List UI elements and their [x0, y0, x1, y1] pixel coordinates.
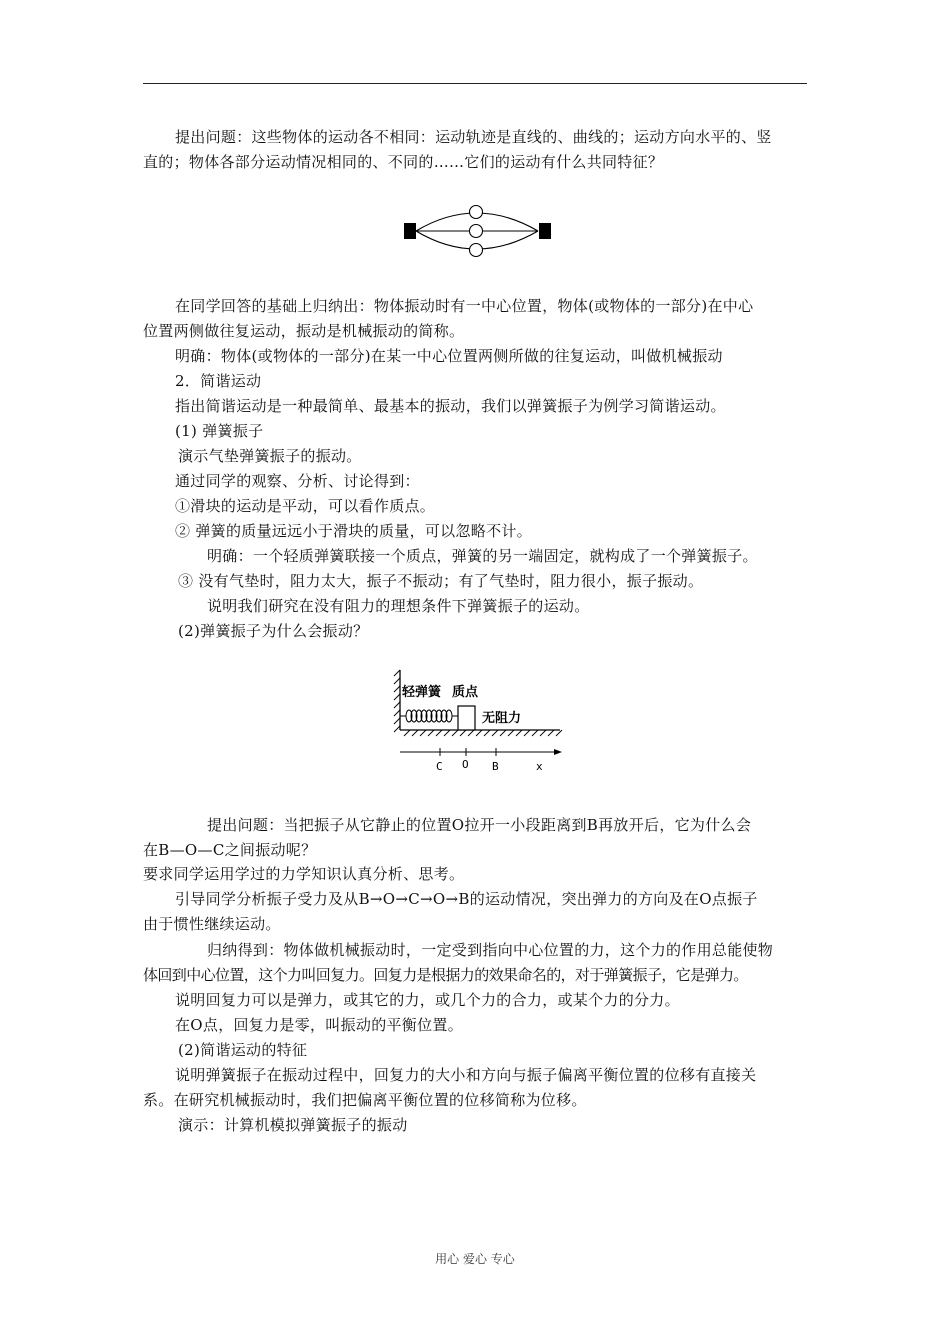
paragraph-line: 直的；物体各部分运动情况相同的、不同的……它们的运动有什么共同特征？	[143, 153, 664, 171]
paragraph-line: 在O点，回复力是零，叫振动的平衡位置。	[175, 1016, 463, 1034]
paragraph-line: (2)弹簧振子为什么会振动？	[178, 622, 369, 640]
paragraph-line: 要求同学运用学过的力学知识认真分析、思考。	[143, 865, 465, 883]
paragraph-line: 引导同学分析振子受力及从B→O→C→O→B的运动情况，突出弹力的方向及在O点振子	[175, 890, 758, 908]
spring-oscillator-figure	[378, 664, 568, 776]
paragraph-line: 指出简谐运动是一种最简单、最基本的振动，我们以弹簧振子为例学习简谐运动。	[175, 397, 726, 415]
paragraph-line: 说明弹簧振子在振动过程中，回复力的大小和方向与振子偏离平衡位置的位移有直接关	[175, 1066, 757, 1084]
paragraph-line: ② 弹簧的质量远远小于滑块的质量，可以忽略不计。	[175, 522, 532, 540]
axis-label-c: C	[436, 760, 443, 773]
paragraph-line: 说明我们研究在没有阻力的理想条件下弹簧振子的运动。	[207, 597, 590, 615]
paragraph-line: 归纳得到：物体做机械振动时，一定受到指向中心位置的力，这个力的作用总能使物	[207, 941, 774, 959]
paragraph-line: 位置两侧做往复运动，振动是机械振动的简称。	[143, 322, 465, 340]
mass-label: 质点	[452, 685, 479, 700]
vibrating-string-figure	[400, 198, 560, 262]
spring-label: 轻弹簧	[402, 685, 442, 700]
paragraph-line: 在B—O—C之间振动呢？	[143, 841, 317, 859]
axis-label-x: x	[536, 760, 543, 773]
paragraph-line: 演示气垫弹簧振子的振动。	[178, 447, 362, 465]
paragraph-line: ③ 没有气垫时，阻力太大，振子不振动；有了气垫时，阻力很小，振子振动。	[178, 572, 704, 590]
paragraph-line: 演示：计算机模拟弹簧振子的振动	[178, 1116, 408, 1134]
paragraph-line: 明确：一个轻质弹簧联接一个质点，弹簧的另一端固定，就构成了一个弹簧振子。	[207, 547, 758, 565]
paragraph-line: 体回到中心位置，这个力叫回复力。回复力是根据力的效果命名的，对于弹簧振子，它是弹力。	[143, 966, 748, 984]
no-resistance-label: 无阻力	[482, 711, 522, 726]
axis-label-o: O	[462, 758, 469, 771]
paragraph-line: 在同学回答的基础上归纳出：物体振动时有一中心位置，物体(或物体的一部分)在中心	[175, 297, 754, 315]
page-footer: 用心 爱心 专心	[435, 1252, 515, 1266]
paragraph-line: 提出问题：这些物体的运动各不相同：运动轨迹是直线的、曲线的；运动方向水平的、竖	[175, 128, 772, 146]
paragraph-line: 由于惯性继续运动。	[143, 915, 281, 933]
paragraph-line: 系。在研究机械振动时，我们把偏离平衡位置的位移简称为位移。	[143, 1091, 587, 1109]
paragraph-line: 提出问题：当把振子从它静止的位置O拉开一小段距离到B再放开后，它为什么会	[207, 816, 752, 834]
paragraph-line: 明确：物体(或物体的一部分)在某一中心位置两侧所做的往复运动，叫做机械振动	[175, 347, 723, 365]
paragraph-line: (1) 弹簧振子	[175, 422, 264, 440]
header-rule	[143, 83, 807, 84]
paragraph-line: 2．简谐运动	[175, 372, 262, 390]
axis-label-b: B	[492, 760, 499, 773]
paragraph-line: ①滑块的运动是平动，可以看作质点。	[175, 497, 436, 515]
paragraph-line: (2)简谐运动的特征	[178, 1041, 308, 1059]
paragraph-line: 说明回复力可以是弹力，或其它的力，或几个力的合力，或某个力的分力。	[175, 991, 680, 1009]
paragraph-line: 通过同学的观察、分析、讨论得到：	[175, 472, 420, 490]
